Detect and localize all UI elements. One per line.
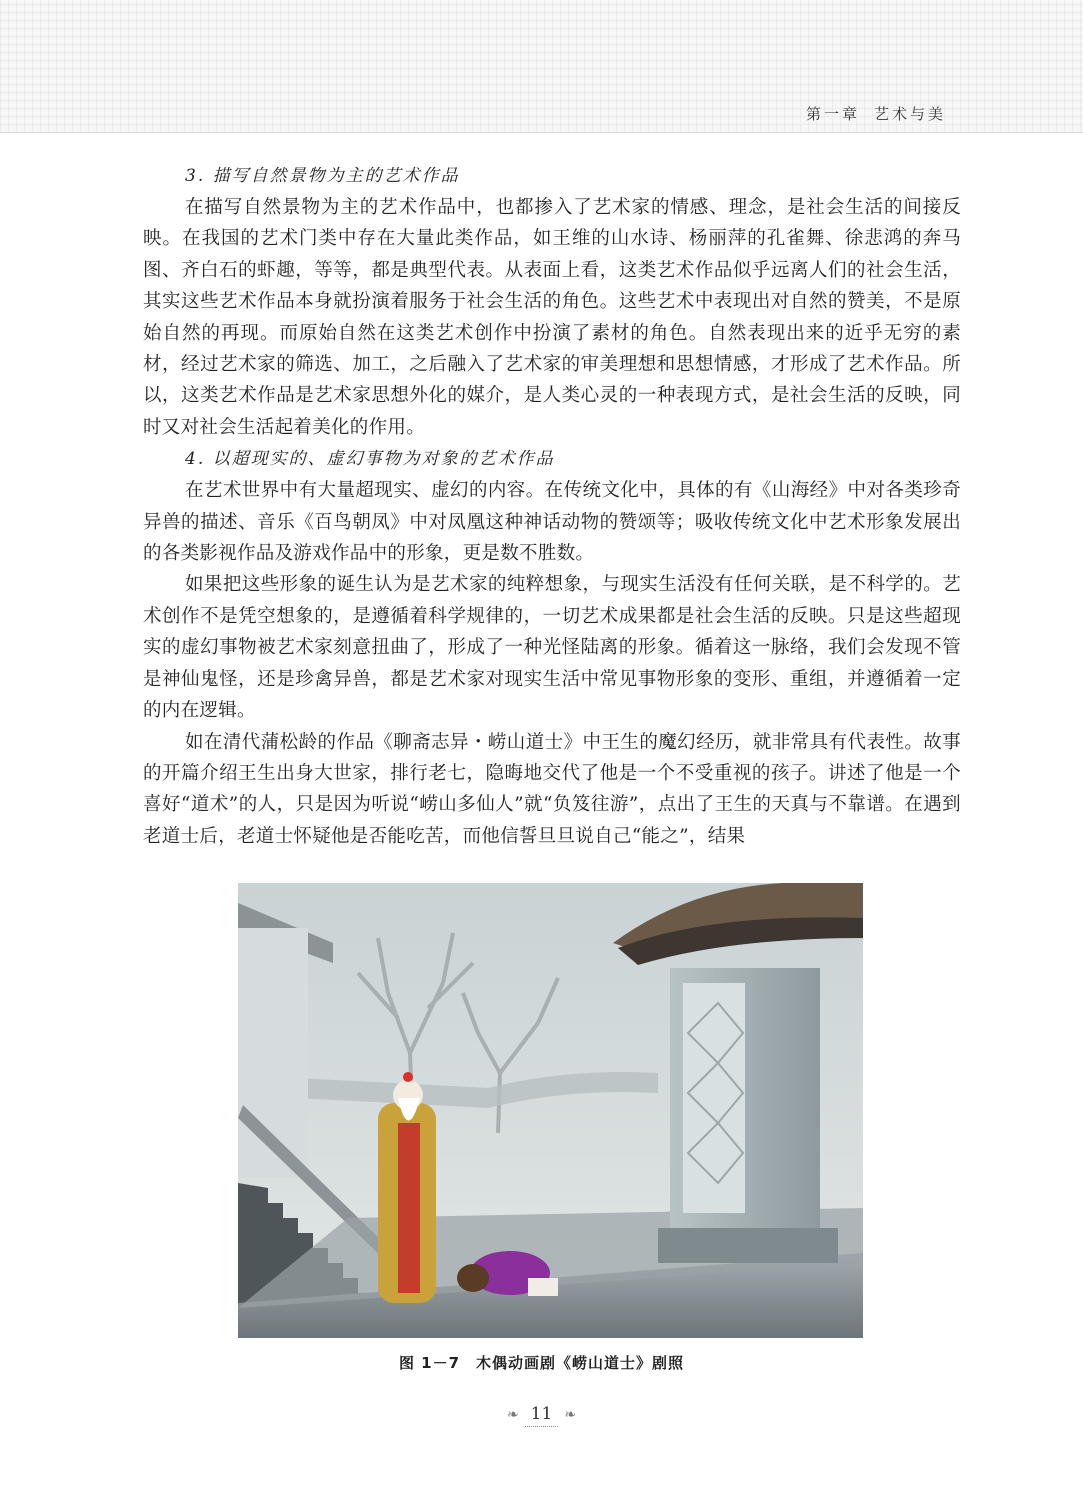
ornament-right-icon: ❧ <box>564 1407 577 1423</box>
section-4-paragraph-1: 在艺术世界中有大量超现实、虚幻的内容。在传统文化中，具体的有《山海经》中对各类珍奇异兽的描述、音乐《百鸟朝凤》中对凤凰这种神话动物的赞颂等；吸收传统文化中艺术形象发展出的各类影视作品及游戏作品中的形象，更是数不胜数。 <box>143 480 961 565</box>
section-4-heading: 4. 以超现实的、虚幻事物为对象的艺术作品 <box>185 449 555 470</box>
section-3-heading: 3. 描写自然景物为主的艺术作品 <box>185 166 460 186</box>
puppet-scene-illustration <box>238 883 863 1338</box>
page-footer <box>0 1404 1083 1427</box>
body-text <box>143 160 961 852</box>
ornament-left-icon: ❧ <box>506 1407 519 1423</box>
section-3-paragraph-1: 在描写自然景物为主的艺术作品中，也都掺入了艺术家的情感、理念，是社会生活的间接反映。在我国的艺术门类中存在大量此类作品，如王维的山水诗、杨丽萍的孔雀舞、徐悲鸿的奔马图、齐白石的虾趣，等等，都是典型代表。从表面上看，这类艺术作品似乎远离人们的社会生活，其实这些艺术作品本身就扮演着服务于社会生活的角色。这些艺术中表现出对自然的赞美，不是原始自然的再现。而原始自然在这类艺术创作中扮演了素材的角色。自然表现出来的近乎无穷的素材，经过艺术家的筛选、加工，之后融入了艺术家的审美理想和思想情感，才形成了艺术作品。所以，这类艺术作品是艺术家思想外化的媒介，是人类心灵的一种表现方式，是社会生活的反映，同时又对社会生活起着美化的作用。 <box>143 197 961 438</box>
running-head <box>806 103 946 124</box>
page-number: 11 <box>525 1404 559 1427</box>
section-4-paragraph-3: 如在清代蒲松龄的作品《聊斋志异・崂山道士》中王生的魔幻经历，就非常具有代表性。故事的开篇介绍王生出身大世家，排行老七，隐晦地交代了他是一个不受重视的孩子。讲述了他是一个喜好“道术”的人，只是因为听说“崂山多仙人”就“负笈往游”，点出了王生的天真与不靠谱。在遇到老道士后，老道士怀疑他是否能吃苦，而他信誓旦旦说自己“能之”，结果 <box>143 731 961 847</box>
chapter-title: 艺术与美 <box>873 105 946 123</box>
figure-puppet-photo <box>238 883 863 1338</box>
section-4-paragraph-2: 如果把这些形象的诞生认为是艺术家的纯粹想象，与现实生活没有任何关联，是不科学的。艺术创作不是凭空想象的，是遵循着科学规律的，一切艺术成果都是社会生活的反映。只是这些超现实的虚幻事物被艺术家刻意扭曲了，形成了一种光怪陆离的形象。循着这一脉络，我们会发现不管是神仙鬼怪，还是珍禽异兽，都是艺术家对现实生活中常见事物形象的变形、重组，并遵循着一定的内在逻辑。 <box>143 574 961 722</box>
figure-caption: 图 1－7 木偶动画剧《崂山道士》剧照 <box>398 1354 685 1372</box>
chapter-number: 第一章 <box>805 105 860 123</box>
